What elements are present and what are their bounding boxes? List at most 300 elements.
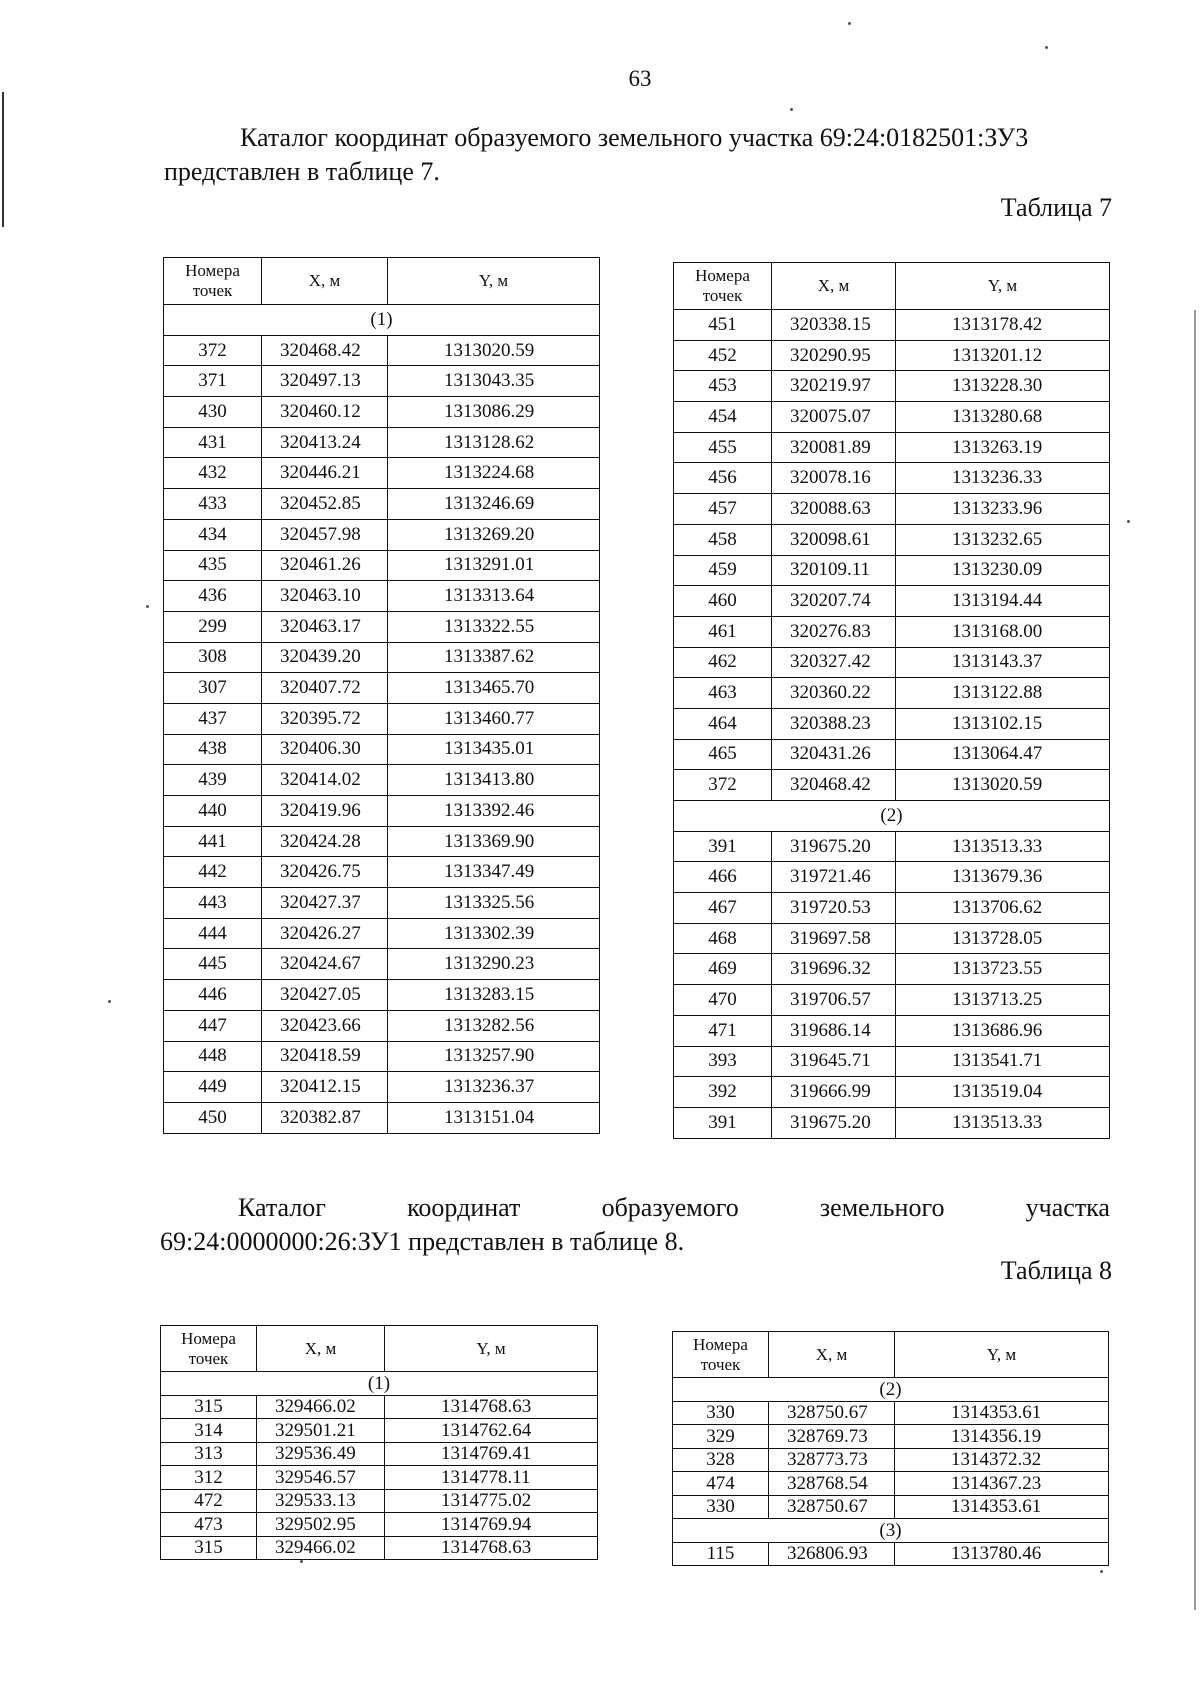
x-cell: 319645.71: [772, 1046, 896, 1077]
y-cell: 1313282.56: [388, 1010, 600, 1041]
y-cell: 1313143.37: [896, 647, 1110, 678]
table-row: [674, 524, 1110, 555]
y-cell: 1313387.62: [388, 642, 600, 673]
scan-speck: [790, 108, 793, 111]
table-row: [164, 581, 600, 612]
table-row: [164, 703, 600, 734]
point-number-cell: 391: [674, 1107, 772, 1138]
points-header: Номера точек: [161, 1326, 257, 1372]
point-number-cell: 453: [674, 371, 772, 402]
x-cell: 320426.75: [262, 857, 388, 888]
table-row: [161, 1513, 598, 1537]
point-number-cell: 466: [674, 862, 772, 893]
x-cell: 329546.57: [257, 1466, 385, 1490]
point-number-cell: 442: [164, 857, 262, 888]
points-header: Номера точек: [164, 258, 262, 305]
table-row: [164, 1010, 600, 1041]
x-cell: 320395.72: [262, 703, 388, 734]
y-cell: 1314762.64: [385, 1419, 598, 1443]
scan-speck: [108, 1000, 111, 1003]
y-cell: 1313313.64: [388, 581, 600, 612]
x-cell: 320419.96: [262, 796, 388, 827]
y-cell: 1313232.65: [896, 524, 1110, 555]
x-cell: 320327.42: [772, 647, 896, 678]
table-row: [161, 1536, 598, 1560]
table-row: [164, 335, 600, 366]
x-cell: 320463.17: [262, 611, 388, 642]
y-cell: 1313280.68: [896, 402, 1110, 433]
x-cell: 320457.98: [262, 519, 388, 550]
group-row: [673, 1378, 1109, 1402]
group-label: (1): [161, 1372, 598, 1396]
y-cell: 1313263.19: [896, 432, 1110, 463]
point-number-cell: 437: [164, 703, 262, 734]
scan-edge-line: [1194, 310, 1196, 1610]
x-cell: 320276.83: [772, 616, 896, 647]
table-row: [164, 765, 600, 796]
point-number-cell: 312: [161, 1466, 257, 1490]
x-cell: 319697.58: [772, 923, 896, 954]
y-cell: 1313269.20: [388, 519, 600, 550]
y-header: Y, м: [896, 263, 1110, 310]
point-number-cell: 446: [164, 980, 262, 1011]
paragraph-word: участка: [1025, 1193, 1110, 1222]
x-cell: 326806.93: [769, 1542, 895, 1566]
y-cell: 1313201.12: [896, 340, 1110, 371]
scan-speck: [1100, 1570, 1103, 1573]
table-row: [164, 826, 600, 857]
point-number-cell: 452: [674, 340, 772, 371]
group-row: [673, 1519, 1109, 1543]
x-cell: 320382.87: [262, 1102, 388, 1133]
scan-speck: [1045, 46, 1048, 49]
y-cell: 1313122.88: [896, 678, 1110, 709]
points-header: Номера точек: [674, 263, 772, 310]
point-number-cell: 436: [164, 581, 262, 612]
x-cell: 320431.26: [772, 739, 896, 770]
table-row: [674, 739, 1110, 770]
x-cell: 320388.23: [772, 708, 896, 739]
x-cell: 328769.73: [769, 1425, 895, 1449]
y-header: Y, м: [895, 1332, 1109, 1378]
y-header: Y, м: [385, 1326, 598, 1372]
group-label: (2): [673, 1378, 1109, 1402]
x-cell: 319675.20: [772, 831, 896, 862]
table-row: [674, 923, 1110, 954]
table-row: [164, 397, 600, 428]
x-cell: 320468.42: [262, 335, 388, 366]
scan-edge-line: [2, 92, 4, 227]
y-cell: 1313233.96: [896, 494, 1110, 525]
point-number-cell: 472: [161, 1489, 257, 1513]
y-cell: 1314353.61: [895, 1401, 1109, 1425]
y-cell: 1313228.30: [896, 371, 1110, 402]
table-row: [674, 954, 1110, 985]
table-row: [674, 831, 1110, 862]
table-row: [674, 463, 1110, 494]
x-cell: 320078.16: [772, 463, 896, 494]
group-row: [164, 305, 600, 336]
point-number-cell: 392: [674, 1077, 772, 1108]
point-number-cell: 328: [673, 1448, 769, 1472]
point-number-cell: 371: [164, 366, 262, 397]
x-cell: 328750.67: [769, 1495, 895, 1519]
y-cell: 1313706.62: [896, 893, 1110, 924]
x-cell: 320088.63: [772, 494, 896, 525]
points-header: Номера точек: [673, 1332, 769, 1378]
x-cell: 320497.13: [262, 366, 388, 397]
table-row: [674, 1107, 1110, 1138]
header-row: [164, 258, 600, 305]
y-cell: 1313322.55: [388, 611, 600, 642]
y-cell: 1314775.02: [385, 1489, 598, 1513]
catalog-paragraph-1: [164, 121, 1114, 189]
point-number-cell: 465: [674, 739, 772, 770]
point-number-cell: 469: [674, 954, 772, 985]
point-number-cell: 438: [164, 734, 262, 765]
table-row: [674, 893, 1110, 924]
point-number-cell: 459: [674, 555, 772, 586]
x-cell: 320075.07: [772, 402, 896, 433]
point-number-cell: 456: [674, 463, 772, 494]
paragraph-line: Каталог координат образуемого земельного участка 69:24:0182501:ЗУ3: [240, 123, 1029, 152]
x-cell: 319686.14: [772, 1015, 896, 1046]
point-number-cell: 431: [164, 427, 262, 458]
point-number-cell: 470: [674, 985, 772, 1016]
x-cell: 320290.95: [772, 340, 896, 371]
table-row: [164, 519, 600, 550]
y-cell: 1313064.47: [896, 739, 1110, 770]
y-cell: 1314353.61: [895, 1495, 1109, 1519]
y-cell: 1313460.77: [388, 703, 600, 734]
table-row: [164, 949, 600, 980]
header-row: [673, 1332, 1109, 1378]
x-cell: 329502.95: [257, 1513, 385, 1537]
table-row: [164, 1041, 600, 1072]
x-cell: 329533.13: [257, 1489, 385, 1513]
scan-speck: [848, 22, 851, 25]
point-number-cell: 315: [161, 1395, 257, 1419]
point-number-cell: 115: [673, 1542, 769, 1566]
point-number-cell: 448: [164, 1041, 262, 1072]
point-number-cell: 468: [674, 923, 772, 954]
y-cell: 1313224.68: [388, 458, 600, 489]
x-cell: 319721.46: [772, 862, 896, 893]
y-header: Y, м: [388, 258, 600, 305]
x-header: X, м: [257, 1326, 385, 1372]
y-cell: 1313168.00: [896, 616, 1110, 647]
x-cell: 329466.02: [257, 1536, 385, 1560]
point-number-cell: 463: [674, 678, 772, 709]
point-number-cell: 443: [164, 888, 262, 919]
table-row: [673, 1472, 1109, 1496]
y-cell: 1313102.15: [896, 708, 1110, 739]
y-cell: 1314367.23: [895, 1472, 1109, 1496]
y-cell: 1313291.01: [388, 550, 600, 581]
point-number-cell: 330: [673, 1495, 769, 1519]
table-row: [164, 458, 600, 489]
point-number-cell: 444: [164, 918, 262, 949]
x-cell: 320360.22: [772, 678, 896, 709]
table-8-left: [160, 1325, 598, 1560]
x-cell: 319696.32: [772, 954, 896, 985]
x-cell: 319720.53: [772, 893, 896, 924]
y-cell: 1313679.36: [896, 862, 1110, 893]
x-cell: 320463.10: [262, 581, 388, 612]
y-cell: 1313686.96: [896, 1015, 1110, 1046]
table-row: [673, 1495, 1109, 1519]
point-number-cell: 467: [674, 893, 772, 924]
table-row: [164, 489, 600, 520]
x-cell: 329536.49: [257, 1442, 385, 1466]
table-row: [164, 366, 600, 397]
x-cell: 320427.37: [262, 888, 388, 919]
scan-speck: [146, 605, 149, 608]
table-row: [164, 642, 600, 673]
table-7-right: [673, 262, 1110, 1139]
table-row: [673, 1401, 1109, 1425]
x-cell: 320468.42: [772, 770, 896, 801]
y-cell: 1313302.39: [388, 918, 600, 949]
table-row: [164, 550, 600, 581]
point-number-cell: 454: [674, 402, 772, 433]
point-number-cell: 329: [673, 1425, 769, 1449]
table-8-caption: Таблица 8: [1000, 1256, 1112, 1285]
table-row: [674, 1015, 1110, 1046]
x-cell: 319666.99: [772, 1077, 896, 1108]
group-label: (2): [674, 801, 1110, 832]
table-row: [673, 1425, 1109, 1449]
x-cell: 320424.28: [262, 826, 388, 857]
y-cell: 1313513.33: [896, 1107, 1110, 1138]
y-cell: 1313519.04: [896, 1077, 1110, 1108]
table-row: [164, 980, 600, 1011]
y-cell: 1313194.44: [896, 586, 1110, 617]
y-cell: 1313513.33: [896, 831, 1110, 862]
point-number-cell: 314: [161, 1419, 257, 1443]
table-row: [164, 796, 600, 827]
table-8-right: [672, 1331, 1109, 1566]
y-cell: 1314768.63: [385, 1395, 598, 1419]
table-row: [164, 611, 600, 642]
x-cell: 320460.12: [262, 397, 388, 428]
x-header: X, м: [262, 258, 388, 305]
point-number-cell: 393: [674, 1046, 772, 1077]
table-row: [161, 1419, 598, 1443]
point-number-cell: 440: [164, 796, 262, 827]
y-cell: 1313128.62: [388, 427, 600, 458]
table-row: [674, 1077, 1110, 1108]
header-row: [161, 1326, 598, 1372]
point-number-cell: 434: [164, 519, 262, 550]
group-row: [161, 1372, 598, 1396]
table-row: [674, 340, 1110, 371]
point-number-cell: 445: [164, 949, 262, 980]
y-cell: 1313723.55: [896, 954, 1110, 985]
y-cell: 1313283.15: [388, 980, 600, 1011]
x-cell: 320412.15: [262, 1072, 388, 1103]
y-cell: 1313780.46: [895, 1542, 1109, 1566]
x-header: X, м: [772, 263, 896, 310]
point-number-cell: 451: [674, 310, 772, 341]
table-row: [164, 427, 600, 458]
point-number-cell: 435: [164, 550, 262, 581]
group-row: [674, 801, 1110, 832]
point-number-cell: 449: [164, 1072, 262, 1103]
table-row: [674, 985, 1110, 1016]
x-cell: 320427.05: [262, 980, 388, 1011]
point-number-cell: 433: [164, 489, 262, 520]
y-cell: 1313347.49: [388, 857, 600, 888]
x-cell: 319706.57: [772, 985, 896, 1016]
y-cell: 1313257.90: [388, 1041, 600, 1072]
x-cell: 320452.85: [262, 489, 388, 520]
point-number-cell: 473: [161, 1513, 257, 1537]
point-number-cell: 372: [674, 770, 772, 801]
table-row: [674, 770, 1110, 801]
paragraph-word: земельного: [819, 1193, 945, 1222]
x-cell: 320098.61: [772, 524, 896, 555]
table-7-left: [163, 257, 600, 1134]
y-cell: 1313246.69: [388, 489, 600, 520]
point-number-cell: 447: [164, 1010, 262, 1041]
table-row: [161, 1395, 598, 1419]
x-cell: 329501.21: [257, 1419, 385, 1443]
table-row: [674, 647, 1110, 678]
group-label: (1): [164, 305, 600, 336]
scan-speck: [1127, 520, 1130, 523]
table-row: [674, 432, 1110, 463]
y-cell: 1313435.01: [388, 734, 600, 765]
table-row: [674, 678, 1110, 709]
table-row: [674, 310, 1110, 341]
point-number-cell: 315: [161, 1536, 257, 1560]
x-cell: 320418.59: [262, 1041, 388, 1072]
table-row: [164, 918, 600, 949]
point-number-cell: 460: [674, 586, 772, 617]
y-cell: 1313290.23: [388, 949, 600, 980]
table-row: [674, 371, 1110, 402]
y-cell: 1313020.59: [388, 335, 600, 366]
paragraph-word: образуемого: [601, 1193, 739, 1222]
x-cell: 320446.21: [262, 458, 388, 489]
table-row: [164, 888, 600, 919]
table-row: [161, 1466, 598, 1490]
point-number-cell: 439: [164, 765, 262, 796]
table-row: [161, 1489, 598, 1513]
x-cell: 320338.15: [772, 310, 896, 341]
x-cell: 320426.27: [262, 918, 388, 949]
y-cell: 1314372.32: [895, 1448, 1109, 1472]
point-number-cell: 455: [674, 432, 772, 463]
x-cell: 320413.24: [262, 427, 388, 458]
x-cell: 319675.20: [772, 1107, 896, 1138]
point-number-cell: 432: [164, 458, 262, 489]
table-row: [674, 555, 1110, 586]
header-row: [674, 263, 1110, 310]
paragraph-word: координат: [407, 1193, 521, 1222]
point-number-cell: 330: [673, 1401, 769, 1425]
y-cell: 1313413.80: [388, 765, 600, 796]
group-label: (3): [673, 1519, 1109, 1543]
y-cell: 1313541.71: [896, 1046, 1110, 1077]
paragraph-word: Каталог: [238, 1193, 326, 1222]
x-cell: 329466.02: [257, 1395, 385, 1419]
table-row: [673, 1542, 1109, 1566]
point-number-cell: 391: [674, 831, 772, 862]
y-cell: 1313392.46: [388, 796, 600, 827]
table-row: [674, 616, 1110, 647]
point-number-cell: 313: [161, 1442, 257, 1466]
point-number-cell: 462: [674, 647, 772, 678]
table-row: [674, 494, 1110, 525]
y-cell: 1313230.09: [896, 555, 1110, 586]
y-cell: 1314769.41: [385, 1442, 598, 1466]
point-number-cell: 457: [674, 494, 772, 525]
point-number-cell: 307: [164, 673, 262, 704]
point-number-cell: 464: [674, 708, 772, 739]
y-cell: 1314356.19: [895, 1425, 1109, 1449]
catalog-paragraph-2: [160, 1191, 1110, 1259]
y-cell: 1313236.37: [388, 1072, 600, 1103]
x-cell: 320461.26: [262, 550, 388, 581]
x-cell: 320109.11: [772, 555, 896, 586]
scan-speck: [300, 1560, 303, 1563]
y-cell: 1313236.33: [896, 463, 1110, 494]
point-number-cell: 441: [164, 826, 262, 857]
x-cell: 328773.73: [769, 1448, 895, 1472]
table-header: [161, 1326, 598, 1372]
y-cell: 1313713.25: [896, 985, 1110, 1016]
x-cell: 320406.30: [262, 734, 388, 765]
table-row: [674, 708, 1110, 739]
y-cell: 1313325.56: [388, 888, 600, 919]
table-row: [674, 1046, 1110, 1077]
table-row: [674, 862, 1110, 893]
table-row: [164, 1102, 600, 1133]
x-cell: 328768.54: [769, 1472, 895, 1496]
y-cell: 1313465.70: [388, 673, 600, 704]
point-number-cell: 471: [674, 1015, 772, 1046]
y-cell: 1313178.42: [896, 310, 1110, 341]
paragraph-line: [160, 1191, 1110, 1225]
table-header: [673, 1332, 1109, 1378]
x-cell: 320424.67: [262, 949, 388, 980]
point-number-cell: 372: [164, 335, 262, 366]
x-cell: 320439.20: [262, 642, 388, 673]
table-row: [674, 402, 1110, 433]
x-cell: 328750.67: [769, 1401, 895, 1425]
table-header: [674, 263, 1110, 310]
paragraph-line: представлен в таблице 7.: [164, 157, 440, 186]
x-cell: 320423.66: [262, 1010, 388, 1041]
y-cell: 1313728.05: [896, 923, 1110, 954]
table-row: [164, 857, 600, 888]
x-cell: 320207.74: [772, 586, 896, 617]
point-number-cell: 308: [164, 642, 262, 673]
page-number: 63: [628, 66, 652, 91]
y-cell: 1313369.90: [388, 826, 600, 857]
x-cell: 320407.72: [262, 673, 388, 704]
y-cell: 1313043.35: [388, 366, 600, 397]
y-cell: 1314778.11: [385, 1466, 598, 1490]
table-row: [164, 1072, 600, 1103]
point-number-cell: 461: [674, 616, 772, 647]
point-number-cell: 474: [673, 1472, 769, 1496]
table-row: [164, 734, 600, 765]
y-cell: 1313086.29: [388, 397, 600, 428]
y-cell: 1313020.59: [896, 770, 1110, 801]
